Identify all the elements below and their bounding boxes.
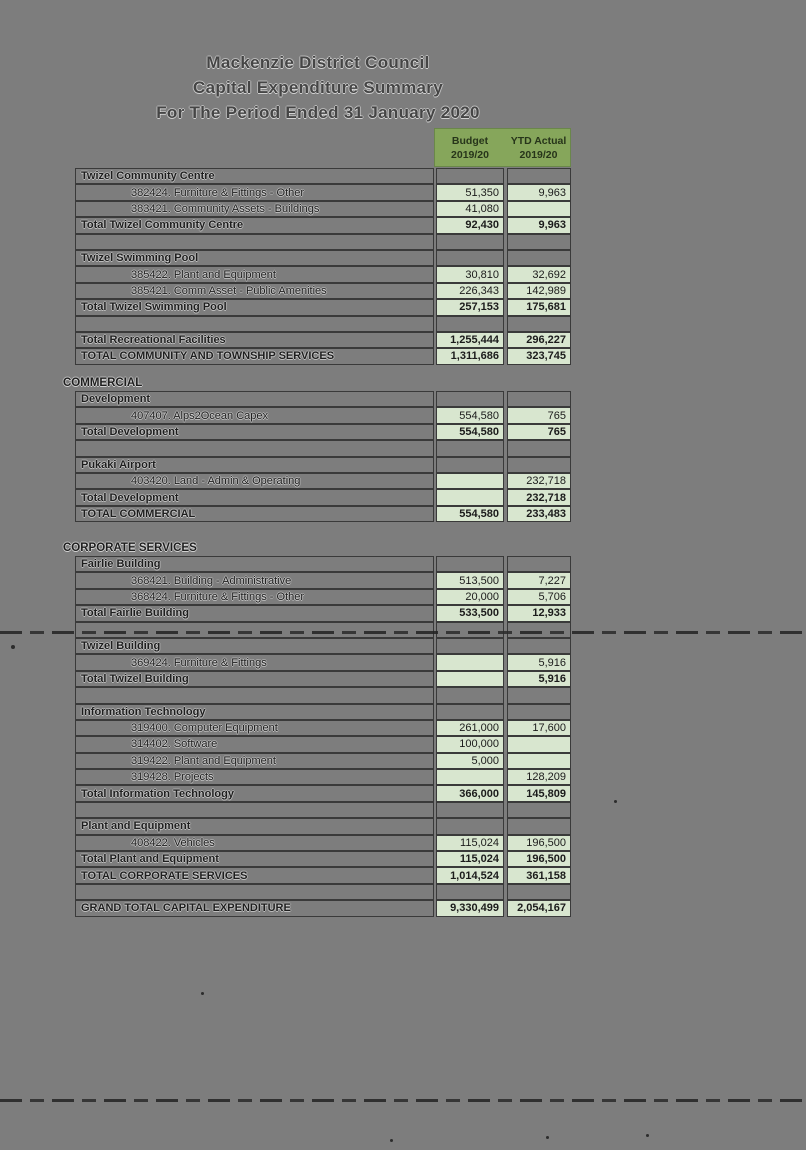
ytd-actual-value — [507, 622, 571, 638]
scan-artifact-dot — [390, 1139, 393, 1142]
row-label: TOTAL COMMUNITY AND TOWNSHIP SERVICES — [75, 348, 434, 364]
table-row — [75, 332, 572, 348]
budget-value: 41,080 — [436, 201, 504, 217]
table-row — [75, 785, 572, 801]
ytd-actual-value: 145,809 — [507, 785, 571, 801]
scan-artifact-line-2 — [0, 1099, 806, 1102]
ytd-actual-value — [507, 201, 571, 217]
row-label: Total Development — [75, 424, 434, 440]
row-label: Twizel Building — [75, 638, 434, 654]
ytd-actual-value — [507, 736, 571, 752]
row-label: Total Twizel Building — [75, 671, 434, 687]
table-row — [75, 506, 572, 522]
ytd-actual-value — [507, 457, 571, 473]
table-row — [75, 851, 572, 867]
ytd-actual-value: 128,209 — [507, 769, 571, 785]
budget-value — [436, 884, 504, 900]
budget-column-label: Budget — [451, 134, 489, 147]
report-title-line1: Mackenzie District Council — [206, 53, 430, 72]
scan-artifact-dot — [201, 992, 204, 995]
ytd-actual-value: 12,933 — [507, 605, 571, 621]
scan-artifact-dot — [646, 1134, 649, 1137]
ytd-actual-value — [507, 638, 571, 654]
budget-value — [436, 457, 504, 473]
ytd-actual-value: 7,227 — [507, 572, 571, 588]
table-row — [75, 589, 572, 605]
table-row — [75, 283, 572, 299]
table-row — [75, 802, 572, 818]
budget-value: 100,000 — [436, 736, 504, 752]
ytd-actual-value: 196,500 — [507, 851, 571, 867]
row-label: Information Technology — [75, 704, 434, 720]
table-row — [75, 348, 572, 364]
ytd-actual-value: 17,600 — [507, 720, 571, 736]
ytd-actual-value: 2,054,167 — [507, 900, 571, 916]
table-row — [75, 556, 572, 572]
budget-value: 226,343 — [436, 283, 504, 299]
ytd-actual-value: 765 — [507, 424, 571, 440]
row-label: Plant and Equipment — [75, 818, 434, 834]
ytd-actual-value — [507, 440, 571, 456]
table-row — [75, 900, 572, 916]
ytd-column-label: YTD Actual — [510, 134, 567, 147]
row-label: 385422. Plant and Equipment — [75, 266, 434, 282]
table-row — [75, 884, 572, 900]
table-row — [75, 316, 572, 332]
row-label: Fairlie Building — [75, 556, 434, 572]
budget-value: 30,810 — [436, 266, 504, 282]
budget-value — [436, 168, 504, 184]
report-title-line3: For The Period Ended 31 January 2020 — [156, 103, 480, 122]
row-label: 382424. Furniture & Fittings - Other — [75, 184, 434, 200]
budget-value — [436, 440, 504, 456]
budget-value: 554,580 — [436, 506, 504, 522]
ytd-actual-value — [507, 556, 571, 572]
table-row — [75, 671, 572, 687]
ytd-actual-value: 233,483 — [507, 506, 571, 522]
ytd-actual-value — [507, 316, 571, 332]
table-row — [75, 201, 572, 217]
budget-value: 257,153 — [436, 299, 504, 315]
ytd-column-year: 2019/20 — [519, 148, 558, 161]
row-label: 319422. Plant and Equipment — [75, 753, 434, 769]
ytd-actual-value — [507, 884, 571, 900]
row-label: Total Information Technology — [75, 785, 434, 801]
table-row — [75, 638, 572, 654]
table-row — [75, 440, 572, 456]
budget-value — [436, 316, 504, 332]
table-row — [75, 234, 572, 250]
scan-artifact-dot — [546, 1136, 549, 1139]
table-row — [75, 654, 572, 670]
report-title-line2: Capital Expenditure Summary — [193, 78, 443, 97]
table-row — [75, 266, 572, 282]
ytd-actual-value — [507, 753, 571, 769]
budget-value — [436, 671, 504, 687]
group-label-commercial: COMMERCIAL — [63, 377, 143, 389]
table-row — [75, 736, 572, 752]
table-row — [75, 572, 572, 588]
ytd-actual-value — [507, 234, 571, 250]
row-label: 368424. Furniture & Fittings - Other — [75, 589, 434, 605]
table-row — [75, 622, 572, 638]
ytd-actual-value — [507, 391, 571, 407]
ytd-actual-value: 9,963 — [507, 217, 571, 233]
ytd-actual-value: 142,989 — [507, 283, 571, 299]
budget-value: 1,014,524 — [436, 867, 504, 883]
budget-value: 115,024 — [436, 835, 504, 851]
table-row — [75, 867, 572, 883]
row-label: Total Twizel Community Centre — [75, 217, 434, 233]
scan-artifact-dot — [614, 800, 617, 803]
scan-artifact-line-1 — [0, 631, 806, 634]
row-label — [75, 440, 434, 456]
table-row — [75, 489, 572, 505]
ytd-actual-value: 296,227 — [507, 332, 571, 348]
table-row — [75, 818, 572, 834]
budget-value: 115,024 — [436, 851, 504, 867]
row-label — [75, 622, 434, 638]
budget-value: 1,255,444 — [436, 332, 504, 348]
ytd-actual-value: 361,158 — [507, 867, 571, 883]
budget-value — [436, 234, 504, 250]
ytd-actual-value — [507, 818, 571, 834]
ytd-actual-value: 5,916 — [507, 654, 571, 670]
table-row — [75, 168, 572, 184]
budget-value — [436, 556, 504, 572]
ytd-actual-value: 765 — [507, 407, 571, 423]
table-row — [75, 769, 572, 785]
budget-value: 5,000 — [436, 753, 504, 769]
row-label — [75, 802, 434, 818]
row-label: Development — [75, 391, 434, 407]
budget-value — [436, 687, 504, 703]
ytd-actual-value: 32,692 — [507, 266, 571, 282]
row-label: Total Twizel Swimming Pool — [75, 299, 434, 315]
ytd-actual-value — [507, 687, 571, 703]
ytd-actual-value — [507, 704, 571, 720]
row-label: Total Development — [75, 489, 434, 505]
row-label — [75, 234, 434, 250]
budget-value — [436, 769, 504, 785]
ytd-actual-value: 9,963 — [507, 184, 571, 200]
ytd-actual-value — [507, 250, 571, 266]
table-row — [75, 704, 572, 720]
budget-value — [436, 818, 504, 834]
row-label — [75, 884, 434, 900]
budget-value: 554,580 — [436, 407, 504, 423]
table-row — [75, 407, 572, 423]
row-label: 403420. Land - Admin & Operating — [75, 473, 434, 489]
table-row — [75, 473, 572, 489]
budget-value: 9,330,499 — [436, 900, 504, 916]
ytd-actual-value: 232,718 — [507, 489, 571, 505]
ytd-actual-value — [507, 168, 571, 184]
row-label: Total Recreational Facilities — [75, 332, 434, 348]
row-label: 408422. Vehicles — [75, 835, 434, 851]
budget-value: 513,500 — [436, 572, 504, 588]
ytd-actual-value: 196,500 — [507, 835, 571, 851]
budget-value — [436, 654, 504, 670]
corporate-services-table — [75, 556, 572, 917]
table-row — [75, 687, 572, 703]
row-label: 319400. Computer Equipment — [75, 720, 434, 736]
budget-value: 92,430 — [436, 217, 504, 233]
budget-value — [436, 489, 504, 505]
row-label: TOTAL CORPORATE SERVICES — [75, 867, 434, 883]
ytd-actual-value: 175,681 — [507, 299, 571, 315]
budget-value: 554,580 — [436, 424, 504, 440]
ytd-actual-value: 232,718 — [507, 473, 571, 489]
table-row — [75, 457, 572, 473]
row-label: 407407. Alps2Ocean Capex — [75, 407, 434, 423]
table-row — [75, 250, 572, 266]
row-label: 314402. Software — [75, 736, 434, 752]
row-label: 319428. Projects — [75, 769, 434, 785]
budget-value — [436, 638, 504, 654]
row-label: 383421. Community Assets - Buildings — [75, 201, 434, 217]
row-label: 385421. Comm Asset - Public Amenities — [75, 283, 434, 299]
budget-value — [436, 704, 504, 720]
table-row — [75, 217, 572, 233]
table-row — [75, 184, 572, 200]
budget-value: 20,000 — [436, 589, 504, 605]
budget-value: 533,500 — [436, 605, 504, 621]
report-title — [0, 50, 636, 125]
budget-value — [436, 473, 504, 489]
row-label: Total Plant and Equipment — [75, 851, 434, 867]
scan-artifact-dot — [11, 645, 15, 649]
group-label-corporate-services: CORPORATE SERVICES — [63, 542, 197, 554]
budget-value: 1,311,686 — [436, 348, 504, 364]
ytd-actual-value: 323,745 — [507, 348, 571, 364]
budget-column-header — [435, 129, 505, 166]
row-label: Twizel Community Centre — [75, 168, 434, 184]
table-row — [75, 391, 572, 407]
column-header — [434, 128, 571, 167]
community-township-table — [75, 168, 572, 365]
table-row — [75, 720, 572, 736]
table-row — [75, 605, 572, 621]
row-label: GRAND TOTAL CAPITAL EXPENDITURE — [75, 900, 434, 916]
table-row — [75, 299, 572, 315]
budget-value: 51,350 — [436, 184, 504, 200]
table-row — [75, 753, 572, 769]
row-label: 368421. Building - Administrative — [75, 572, 434, 588]
row-label: Twizel Swimming Pool — [75, 250, 434, 266]
row-label: TOTAL COMMERCIAL — [75, 506, 434, 522]
row-label — [75, 316, 434, 332]
budget-value: 366,000 — [436, 785, 504, 801]
row-label: Pukaki Airport — [75, 457, 434, 473]
budget-value: 261,000 — [436, 720, 504, 736]
ytd-actual-value — [507, 802, 571, 818]
table-row — [75, 835, 572, 851]
commercial-table — [75, 391, 572, 522]
row-label: Total Fairlie Building — [75, 605, 434, 621]
ytd-column-header — [505, 129, 572, 166]
table-row — [75, 424, 572, 440]
ytd-actual-value: 5,706 — [507, 589, 571, 605]
row-label: 369424. Furniture & Fittings — [75, 654, 434, 670]
budget-value — [436, 622, 504, 638]
budget-value — [436, 802, 504, 818]
budget-value — [436, 391, 504, 407]
budget-value — [436, 250, 504, 266]
budget-column-year: 2019/20 — [451, 148, 489, 161]
row-label — [75, 687, 434, 703]
ytd-actual-value: 5,916 — [507, 671, 571, 687]
